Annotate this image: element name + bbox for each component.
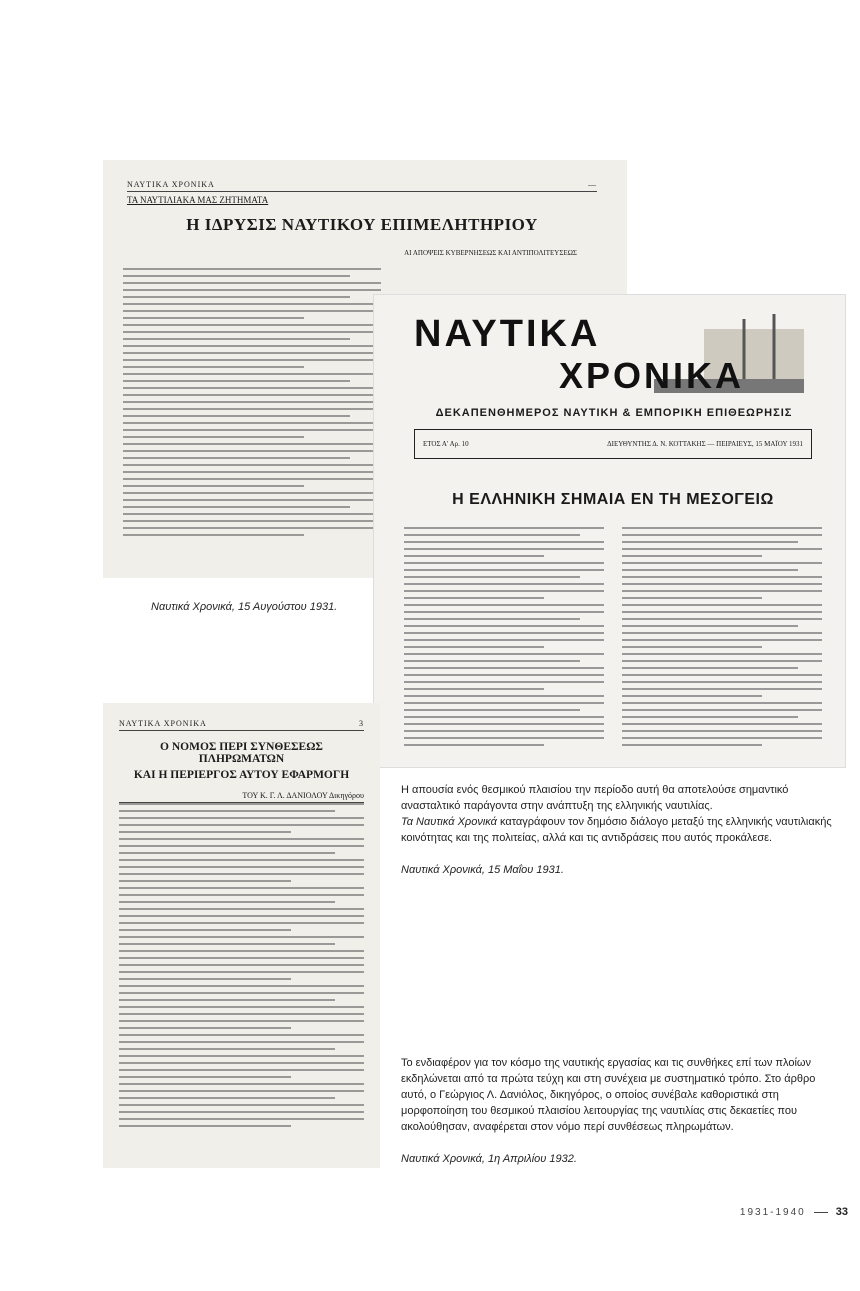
article-text-block	[119, 803, 364, 1132]
issue-number: ΕΤΟΣ Α' Αρ. 10	[423, 440, 469, 448]
issue-publisher: ΔΙΕΥΘΥΝΤΗΣ Δ. Ν. ΚΟΤΤΑΚΗΣ — ΠΕΙΡΑΙΕΥΣ, 15 ΜΑΪΟΥ 1931	[607, 440, 803, 448]
page-number: 33	[835, 1206, 848, 1218]
footer-dash	[814, 1212, 828, 1213]
caption-clipping-1: Ναυτικά Χρονικά, 15 Αυγούστου 1931.	[151, 601, 338, 613]
clipping-headline: Η ΕΛΛΗΝΙΚΗ ΣΗΜΑΙΑ ΕΝ ΤΗ ΜΕΣΟΓΕΙΩ	[452, 491, 774, 508]
clipping-headline-2: ΚΑΙ Η ΠΕΡΙΕΡΓΟΣ ΑΥΤΟΥ ΕΦΑΡΜΟΓΗ	[133, 769, 350, 781]
clipping-nomos-plirwmatwn	[103, 703, 380, 1168]
clipping-header: ΝΑΥΤΙΚΑ ΧΡΟΝΙΚΑ —	[127, 178, 597, 192]
issue-bar	[414, 429, 812, 459]
clipping-subline: ΑΙ ΑΠΟΨΕΙΣ ΚΥΒΕΡΝΗΣΕΩΣ ΚΑΙ ΑΝΤΙΠΟΛΙΤΕΥΣΕΩΣ	[404, 249, 577, 257]
paragraph: Τα Ναυτικά Χρονικά καταγράφουν τον δημόσιο διάλογο μεταξύ της ελληνικής ναυτιλιακής κοινότητας και της πολιτείας, αλλά και τις αντιδράσεις που αυτός προκάλεσε.	[401, 816, 832, 844]
masthead-title-1: ΝΑΥΤΙΚΑ	[414, 313, 601, 355]
section-title: ΤΑ ΝΑΥΤΙΛΙΑΚΑ ΜΑΣ ΖΗΤΗΜΑΤΑ	[127, 195, 269, 205]
article-column-right	[622, 527, 822, 751]
paragraph: Η απουσία ενός θεσμικού πλαισίου την περίοδο αυτή θα αποτελούσε σημαντικό ανασταλτικό παράγοντα στην ανάπτυξη της ελληνικής ναυτιλίας.	[401, 784, 789, 812]
caption: Ναυτικά Χρονικά, 15 Μαΐου 1931.	[401, 864, 564, 876]
page-footer	[740, 1206, 848, 1218]
clipping-headline-1: Ο ΝΟΜΟΣ ΠΕΡΙ ΣΥΝΘΕΣΕΩΣ ΠΛΗΡΩΜΑΤΩΝ	[160, 741, 323, 765]
masthead-title-2: ΧΡΟΝΙΚΑ	[559, 355, 745, 396]
commentary-clipping-2	[401, 782, 841, 878]
masthead-tagline: ΔΕΚΑΠΕΝΘΗΜΕΡΟΣ ΝΑΥΤΙΚΗ & ΕΜΠΟΡΙΚΗ ΕΠΙΘΕΩΡΗΣΙΣ	[435, 407, 793, 419]
paragraph: Το ενδιαφέρον για τον κόσμο της ναυτικής εργασίας και τις συνθήκες επί των πλοίων εκδηλώνεται από τα πρώτα τεύχη και στη συνέχεια με συστηματικό τρόπο. Στο άρθρο αυτό, ο Γεώργιος Λ. Δανιόλος, δικηγόρος, ο οποίος συνέβαλε καθοριστικά στη μορφοποίηση του θεσμικού πλαισίου λειτουργίας της ναυτιλίας στις δεκαετίες που ακολούθησαν, αναφέρεται στον νόμο περί συνθέσεως πληρωμάτων.	[401, 1057, 816, 1133]
clipping-header: ΝΑΥΤΙΚΑ ΧΡΟΝΙΚΑ 3	[119, 717, 364, 731]
commentary-clipping-3	[401, 1055, 841, 1167]
clipping-headline: Η ΙΔΡΥΣΙΣ ΝΑΥΤΙΚΟΥ ΕΠΙΜΕΛΗΤΗΡΙΟΥ	[186, 215, 538, 234]
clipping-elliniki-simaia	[373, 294, 846, 768]
caption: Ναυτικά Χρονικά, 1η Απριλίου 1932.	[401, 1153, 577, 1165]
article-text-block	[123, 268, 381, 541]
article-column-left	[404, 527, 604, 751]
footer-years: 1931-1940	[739, 1206, 806, 1218]
clipping-byline: ΤΟΥ Κ. Γ. Λ. ΔΑΝΙΟΛΟΥ Δικηγόρου	[119, 791, 364, 803]
masthead	[414, 309, 814, 399]
